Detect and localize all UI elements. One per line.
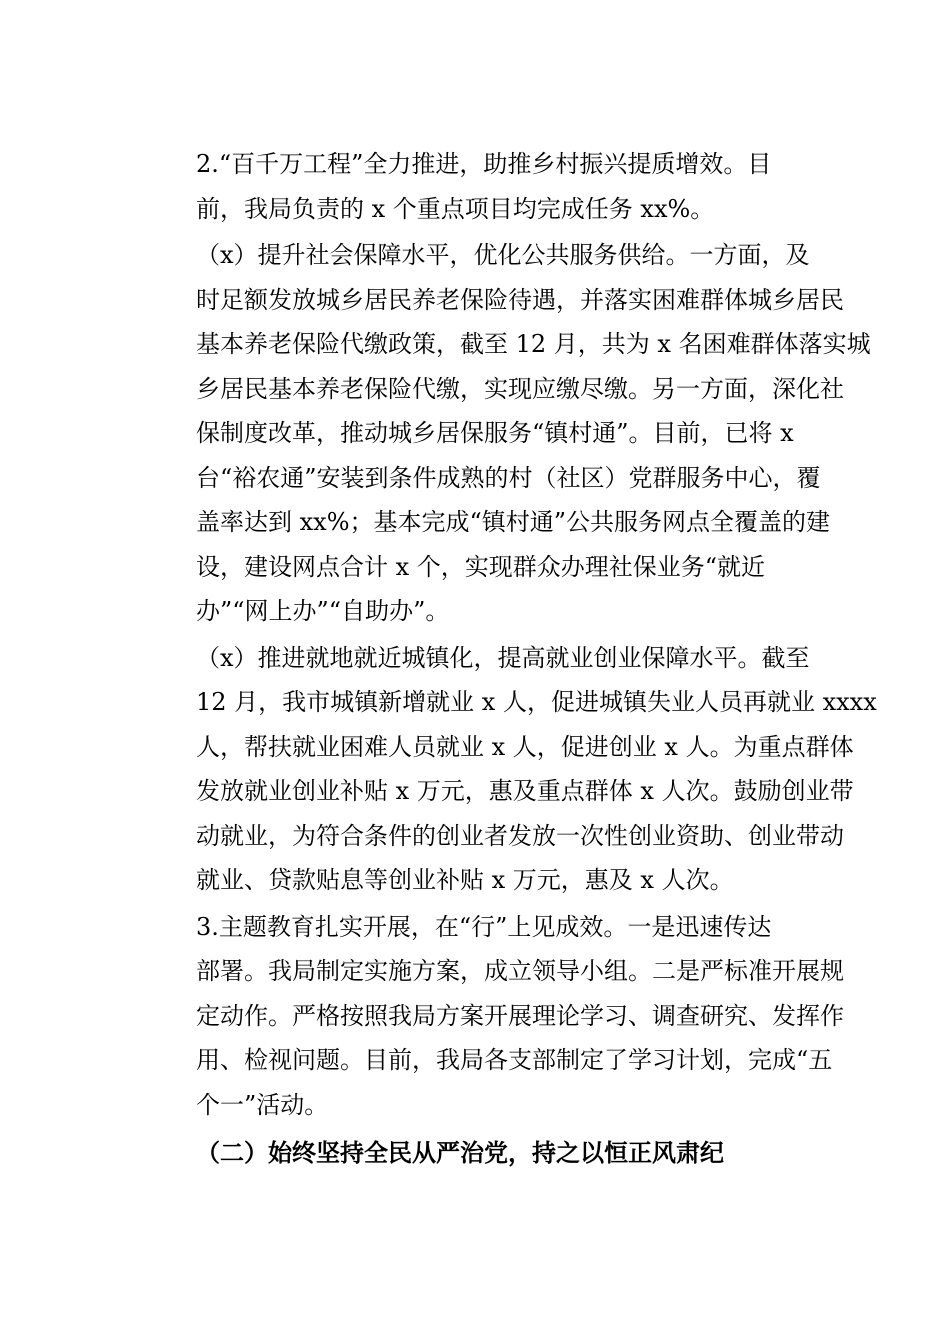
text-line: （x）提升社会保障水平，优化公共服务供给。一方面，及 bbox=[196, 241, 810, 269]
text-line: 基本养老保险代缴政策，截至 12 月，共为 x 名困难群体落实城 bbox=[196, 330, 871, 358]
text-line: 部署。我局制定实施方案，成立领导小组。二是严标准开展规 bbox=[196, 957, 844, 985]
text-line: 个一”活动。 bbox=[196, 1090, 329, 1119]
text-line: 办”“网上办”“自助办”。 bbox=[196, 597, 450, 625]
text-line: 设，建设网点合计 x 个，实现群众办理社保业务“就近 bbox=[196, 552, 766, 581]
text-line: 台“裕农通”安装到条件成熟的村（社区）党群服务中心，覆 bbox=[196, 463, 821, 492]
paragraph-rural-revitalization bbox=[148, 142, 828, 231]
section-heading-text: （二）始终坚持全民从严治党，持之以恒正风肃纪 bbox=[196, 1138, 724, 1167]
text-line: 3.主题教育扎实开展，在“行”上见成效。一是迅速传达 bbox=[196, 912, 772, 941]
text-line: （x）推进就地就近城镇化，提高就业创业保障水平。截至 bbox=[196, 643, 810, 672]
text-line: 前，我局负责的 x 个重点项目均完成任务 xx%。 bbox=[196, 194, 715, 223]
text-line: 人，帮扶就业困难人员就业 x 人，促进创业 x 人。为重点群体 bbox=[196, 732, 854, 761]
text-line: 发放就业创业补贴 x 万元，惠及重点群体 x 人次。鼓励创业带 bbox=[196, 777, 854, 805]
text-line: 就业、贷款贴息等创业补贴 x 万元，惠及 x 人次。 bbox=[196, 866, 734, 894]
text-line: 乡居民基本养老保险代缴，实现应缴尽缴。另一方面，深化社 bbox=[196, 374, 844, 403]
paragraph-social-security bbox=[148, 233, 871, 634]
section-heading bbox=[148, 1131, 828, 1176]
text-line: 保制度改革，推动城乡居保服务“镇村通”。目前，已将 x bbox=[196, 419, 794, 447]
text-line: 12 月，我市城镇新增就业 x 人，促进城镇失业人员再就业 xxxx bbox=[196, 688, 877, 716]
text-line: 2.“百千万工程”全力推进，助推乡村振兴提质增效。目 bbox=[196, 150, 772, 178]
paragraph-employment bbox=[148, 636, 877, 903]
document-body bbox=[148, 142, 877, 1176]
paragraph-theme-education bbox=[148, 905, 844, 1128]
text-line: 用、检视问题。目前，我局各支部制定了学习计划，完成“五 bbox=[196, 1046, 833, 1074]
text-line: 盖率达到 xx%；基本完成“镇村通”公共服务网点全覆盖的建 bbox=[196, 508, 831, 536]
text-line: 定动作。严格按照我局方案开展理论学习、调查研究、发挥作 bbox=[196, 1001, 844, 1030]
text-line: 动就业，为符合条件的创业者发放一次性创业资助、创业带动 bbox=[196, 821, 844, 850]
text-line: 时足额发放城乡居民养老保险待遇，并落实困难群体城乡居民 bbox=[196, 285, 844, 314]
